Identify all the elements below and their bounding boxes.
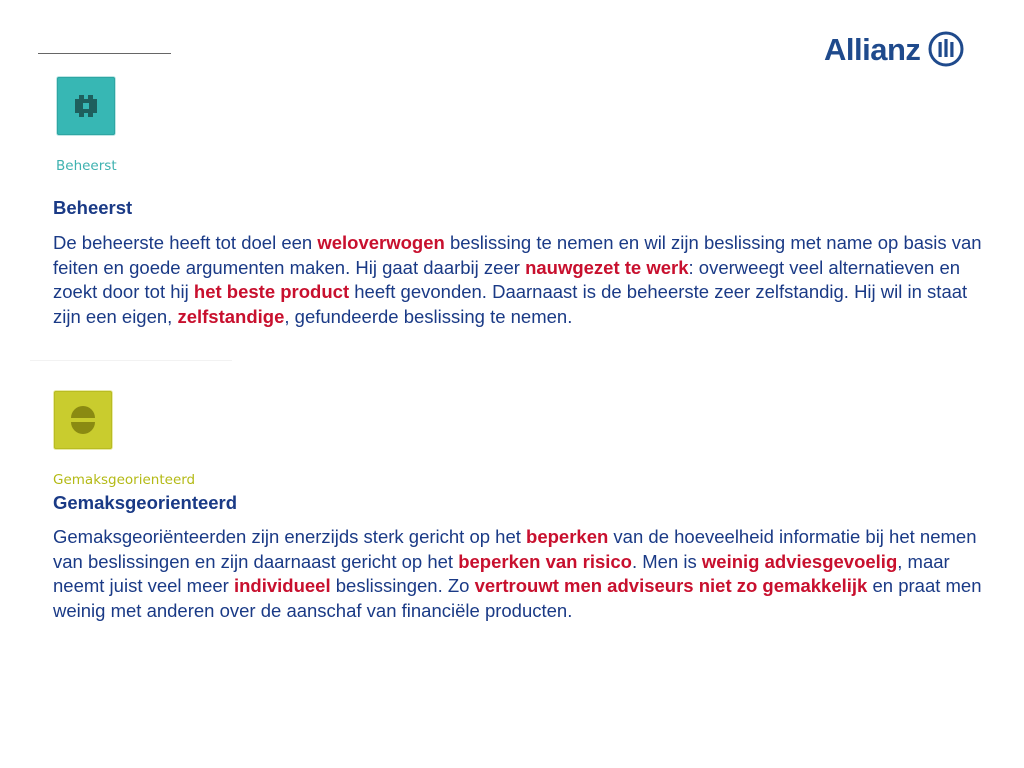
highlight: weloverwogen: [317, 232, 445, 253]
highlight: nauwgezet te werk: [525, 256, 689, 278]
gemaksgeorienteerd-heading: Gemaksgeorienteerd: [53, 492, 238, 513]
gemaksgeorienteerd-description: Gemaksgeoriënteerden zijn enerzijds sterk gericht op het beperken van de hoeveelheid informatie bij het nemen van beslissingen en zijn daarnaast gericht op het beperken van risico. Men is weinig adviesgevoelig, maar neemt juist veel meer individueel beslissingen. Zo vertrouwt men adviseurs niet zo gemakkelijk en praat men weinig met anderen over de aanschaf van financiële producten.: [53, 526, 982, 621]
gemaksgeorienteerd-icon-tile: [54, 391, 112, 449]
circle-split-icon: [54, 391, 112, 449]
highlight: het beste product: [193, 281, 350, 302]
beheerst-heading: Beheerst: [53, 197, 133, 218]
puzzle-icon: [57, 77, 115, 135]
highlight: zelfstandige: [177, 305, 285, 327]
highlight: beperken van risico: [458, 550, 632, 572]
section-divider: [30, 360, 232, 361]
beheerst-icon-caption: Beheerst: [56, 158, 117, 174]
highlight: beperken: [526, 526, 609, 547]
beheerst-description: De beheerste heeft tot doel een weloverwogen beslissing te nemen en wil zijn beslissing met name op basis van feiten en goede argumenten maken. Hij gaat daarbij zeer nauwgezet te werk: overweegt veel alternatieven en zoekt door tot hij het beste product heeft gevonden. Daarnaast is de beheerste zeer zelfstandig. Hij wil in staat zijn een eigen, zelfstandige, gefundeerde beslissing te nemen.: [53, 232, 982, 327]
gemaksgeorienteerd-icon-caption: Gemaksgeorienteerd: [53, 472, 196, 488]
beheerst-icon-tile: [57, 77, 115, 135]
highlight: weinig adviesgevoelig: [701, 550, 898, 572]
allianz-logo: [824, 28, 964, 70]
top-rule: [38, 53, 171, 54]
logo-wordmark: Allianz: [824, 31, 921, 67]
highlight: individueel: [233, 575, 331, 596]
allianz-eagle-icon: [928, 31, 964, 67]
highlight: vertrouwt men adviseurs niet zo gemakkelijk: [474, 575, 868, 596]
